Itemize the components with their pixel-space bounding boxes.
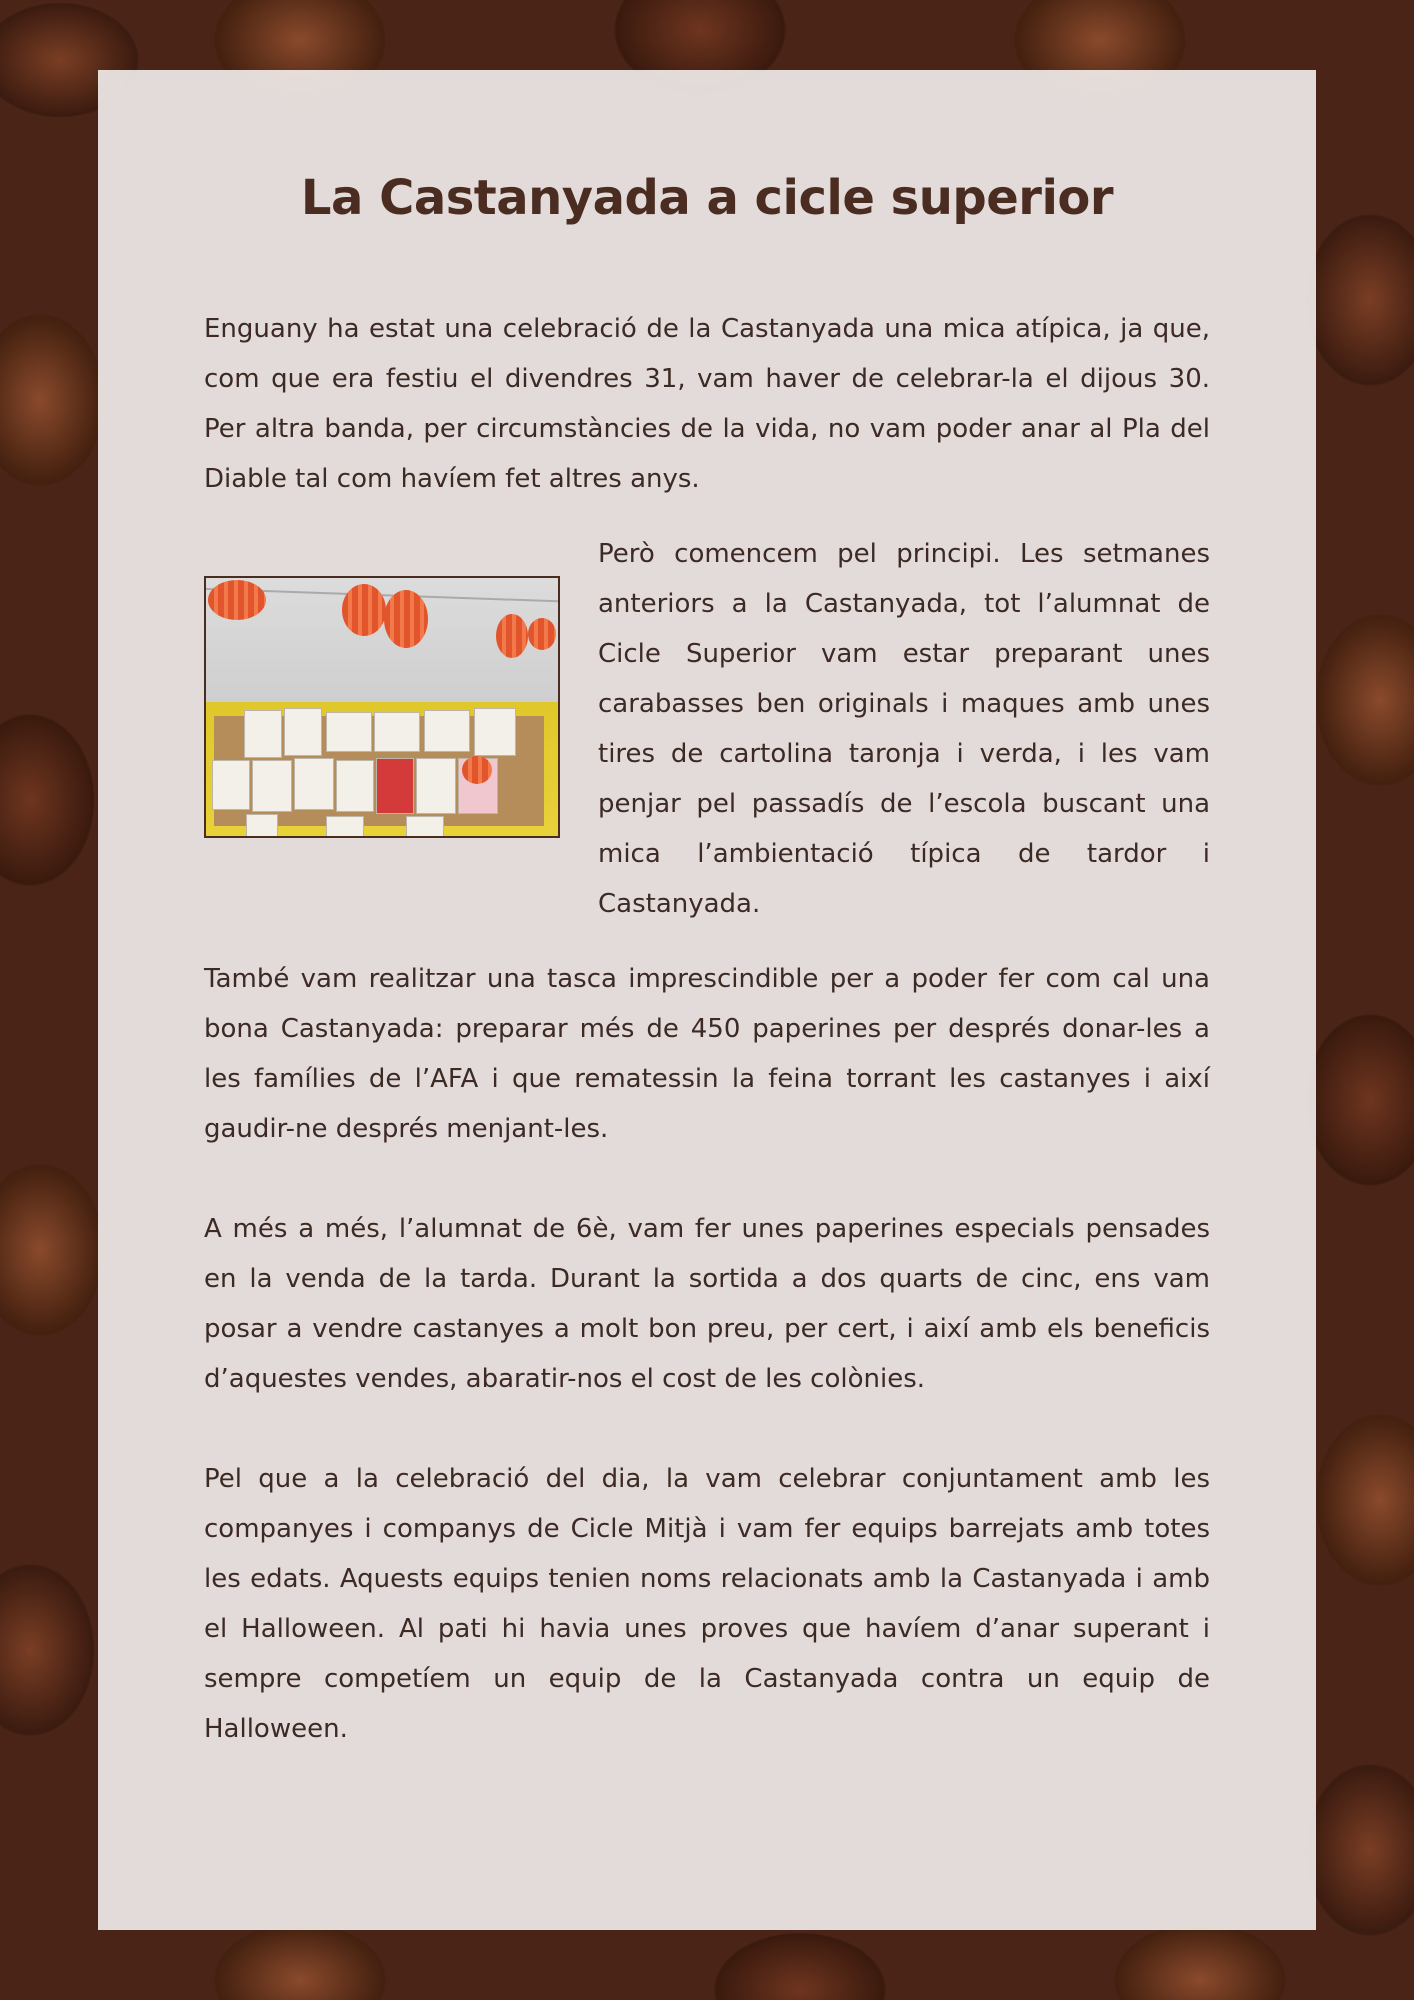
student-drawing [474, 708, 516, 756]
student-drawing [336, 760, 374, 812]
paragraph-paperines: També vam realitzar una tasca imprescindible per a poder fer com cal una bona Castanyada: preparar més de 450 paperines per després donar-les a les famílies de l’AFA i que rematessin la feina torrant les castanyes i així gaudir-ne després menjant-les. [204, 964, 1210, 1144]
paper-pumpkin [342, 584, 386, 636]
student-drawing [326, 816, 364, 838]
article-panel [98, 70, 1316, 1930]
student-drawing [246, 814, 278, 838]
paper-pumpkin [528, 618, 556, 650]
student-drawing [406, 816, 444, 838]
hallway-decorations-photo [204, 576, 560, 838]
paper-pumpkin [384, 590, 428, 648]
paragraph-intro: Enguany ha estat una celebració de la Castanyada una mica atípica, ja que, com que era festiu el divendres 31, vam haver de celebrar-la el dijous 30. Per altra banda, per circumstàncies de la vida, no vam poder anar al Pla del Diable tal com havíem fet altres anys. [204, 314, 1210, 494]
paragraph-sixth-grade: A més a més, l’alumnat de 6è, vam fer unes paperines especials pensades en la venda de la tarda. Durant la sortida a dos quarts de cinc, ens vam posar a vendre castanyes a molt bon preu, per cert, i així amb els beneficis d’aquestes vendes, abaratir-nos el cost de les colònies. [204, 1214, 1210, 1394]
student-drawing [416, 758, 456, 814]
paragraph-celebration: Pel que a la celebració del dia, la vam celebrar conjuntament amb les companyes i companys de Cicle Mitjà i vam fer equips barrejats amb totes les edats. Aquests equips tenien noms relacionats amb la Castanyada i amb el Halloween. Al pati hi havia unes proves que havíem d’anar superant i sempre competíem un equip de la Castanyada contra un equip de Halloween. [204, 1464, 1210, 1744]
student-drawing [374, 712, 420, 752]
student-drawing [212, 760, 250, 810]
photo-section [204, 529, 1210, 929]
photo-caption-text [598, 529, 1210, 929]
student-drawing [326, 712, 372, 752]
paper-pumpkin [208, 580, 266, 620]
student-drawing [376, 758, 414, 814]
paper-pumpkin [496, 614, 528, 658]
student-drawing [424, 710, 470, 752]
student-drawing [284, 708, 322, 756]
page-title: La Castanyada a cicle superior [300, 170, 1114, 226]
student-drawing [244, 710, 282, 758]
student-drawing [252, 760, 292, 812]
student-drawing [294, 758, 334, 810]
paper-pumpkin [462, 756, 492, 784]
paragraph-preparations: Però comencem pel principi. Les setmanes anteriors a la Castanyada, tot l’alumnat de Cicle Superior vam estar preparant unes carabasses ben originals i maques amb unes tires de cartolina taronja i verda, i les vam penjar pel passadís de l’escola buscant una mica l’ambientació típica de tardor i Castanyada. [598, 539, 1210, 919]
